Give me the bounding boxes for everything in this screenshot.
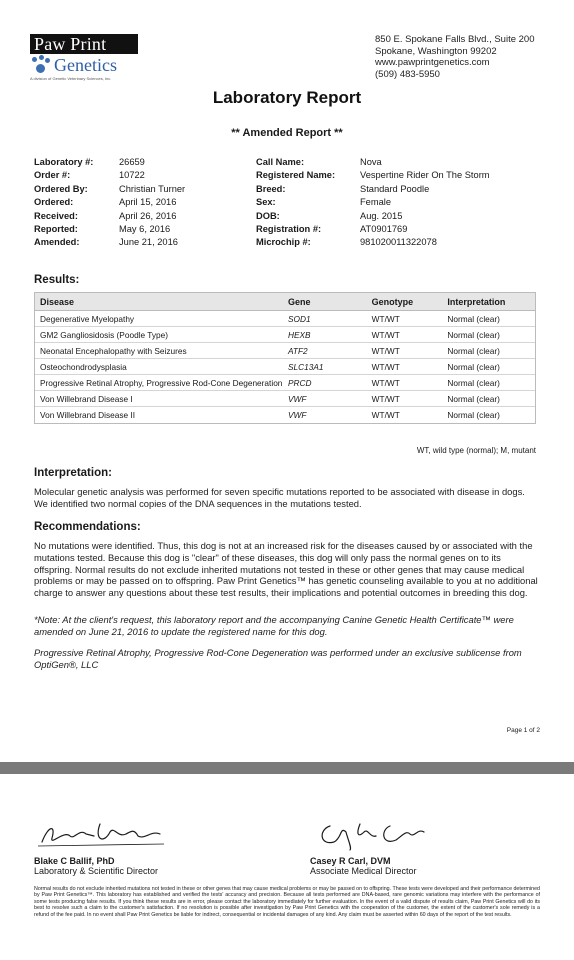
website-link[interactable]: www.pawprintgenetics.com [375, 57, 490, 68]
paw-print-icon [30, 55, 52, 75]
interpretation-text: Molecular genetic analysis was performed for seven specific mutations reported to be associated with disease in dogs. We identified two normal copies of the DNA sequences in the mutations tested. [34, 486, 525, 509]
logo-wordmark-bottom: Genetics [54, 54, 117, 75]
report-title: Laboratory Report [212, 88, 362, 107]
signature-block-director [34, 816, 184, 877]
dog-info [256, 156, 490, 250]
table-row: Von Willebrand Disease I VWF WT/WT Normal (clear) [35, 391, 535, 407]
order-info [34, 156, 185, 250]
info-row: Sex: Female [256, 197, 392, 208]
table-row: Neonatal Encephalopathy with Seizures ATF2 WT/WT Normal (clear) [35, 343, 535, 359]
handwritten-signature-icon [34, 816, 184, 852]
info-row: Order #: 10722 [34, 170, 145, 181]
interpretation-heading: Interpretation: [34, 467, 112, 479]
signatory-name: Blake C Ballif, PhD [34, 856, 115, 866]
recommendations-heading: Recommendations: [34, 521, 141, 533]
table-row: Progressive Retinal Atrophy, Progressive Rod-Cone Degeneration PRCD WT/WT Normal (clear) [35, 375, 535, 391]
signature-block-medical [310, 816, 460, 877]
signatory-role: Associate Medical Director [310, 866, 417, 876]
legal-disclaimer: Normal results do not exclude inherited mutations not tested in these or other genes that may cause medical problems or may be passed on to offspring. These tests were developed and their performance determined by Paw Print Genetics™. This laboratory has established and verified the tests' accuracy and precision. Because all tests performed are DNA-based, rare genomic variations may interfere with the performance of some tests producing false results. If you think these results are in error, please contact the laboratory immediately for further evaluation. In the event of a valid dispute of results claim, Paw Print Genetics will do its best to resolve such a claim to the customer's satisfaction. If no resolution is possible after investigation by Paw Print Genetics with the cooperation of the customer, the extent of the customer's sole remedy is a refund of the fee paid. In no event shall Paw Print Genetics be liable for indirect, consequential or incidental damages of any kind. Any claim must be asserted within 60 days of the report of the test results. [34, 886, 540, 918]
results-heading: Results: [34, 274, 80, 286]
recommendations-text: No mutations were identified. Thus, this dog is not at an increased risk for the diseases caused by or associated with the mutations tested. Because this dog is "clear" of these diseases, this dog will only pass the normal genes on to its offspring. Normal results do not exclude inherited mutations not tested in these or other genes that may cause medical problems or may be passed on to offspring. Paw Print Genetics™ has genetic counseling available to you at no additional charge to answer any questions about these test results, their implications and potential outcomes in breeding this dog. [34, 540, 538, 599]
signatory-name: Casey R Carl, DVM [310, 856, 391, 866]
info-row: Ordered By: Christian Turner [34, 183, 186, 194]
logo-wordmark-top: Paw Print [30, 34, 138, 54]
handwritten-signature-icon [310, 816, 460, 852]
genotype-legend: WT, wild type (normal); M, mutant [416, 446, 536, 455]
info-row: Reported: May 6, 2016 [34, 224, 171, 235]
info-row: Laboratory #: 26659 [34, 157, 145, 167]
table-row: GM2 Gangliosidosis (Poodle Type) HEXB WT/WT Normal (clear) [35, 327, 535, 343]
signatory-role: Laboratory & Scientific Director [34, 866, 159, 876]
page-number: Page 1 of 2 [506, 727, 540, 734]
table-row: Degenerative Myelopathy SOD1 WT/WT Normal (clear) [35, 311, 535, 327]
company-logo [30, 34, 138, 81]
info-row: Registration #: AT0901769 [256, 224, 408, 235]
info-row: Microchip #: 981020011322078 [256, 237, 437, 248]
address-line: Spokane, Washington 99202 [375, 45, 497, 57]
table-row: Osteochondrodysplasia SLC13A1 WT/WT Normal (clear) [35, 359, 535, 375]
info-row: DOB: Aug. 2015 [256, 210, 403, 221]
logo-subtitle: A division of Genetic Veterinary Sciences, Inc. [30, 76, 112, 81]
amended-banner: ** Amended Report ** [231, 127, 343, 139]
page-divider [0, 762, 574, 774]
info-row: Amended: June 21, 2016 [34, 237, 178, 248]
table-header: Disease Gene Genotype Interpretation [35, 293, 535, 311]
sublicense-note: Progressive Retinal Atrophy, Progressive Rod-Cone Degeneration was performed under an exclusive sublicense from OptiGen®, LLC [34, 647, 522, 670]
info-row: Call Name: Nova [256, 157, 382, 167]
results-table [34, 292, 536, 424]
phone-number: (509) 483-5950 [375, 68, 440, 80]
info-row: Ordered: April 15, 2016 [34, 197, 177, 208]
info-row: Breed: Standard Poodle [256, 183, 430, 194]
company-address [375, 34, 535, 80]
address-line: 850 E. Spokane Falls Blvd., Suite 200 [375, 34, 535, 45]
table-row: Von Willebrand Disease II VWF WT/WT Normal (clear) [40, 410, 500, 420]
info-row: Received: April 26, 2016 [34, 210, 177, 221]
info-row: Registered Name: Vespertine Rider On The Storm [256, 170, 490, 181]
amendment-note: *Note: At the client's request, this laboratory report and the accompanying Canine Genetic Health Certificate™ were amended on June 21, 2016 to update the registered name for this dog. [34, 614, 514, 637]
